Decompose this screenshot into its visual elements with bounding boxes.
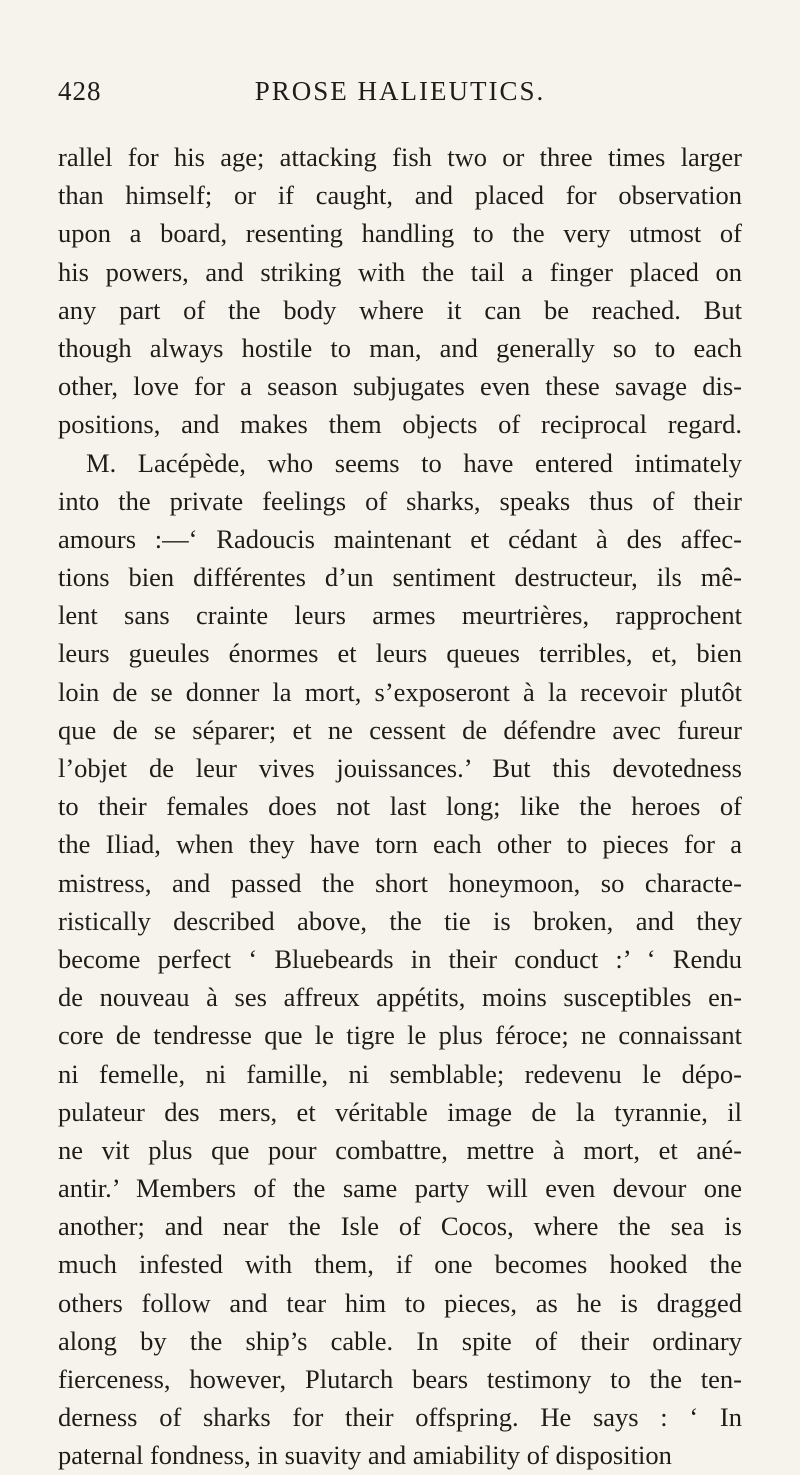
text-line: another; and near the Isle of Cocos, where the sea is — [58, 1211, 742, 1242]
text-line: rallel for his age; attacking fish two or three times larger — [58, 142, 742, 172]
text-line: l’objet de leur vives jouissances.’ But this devotedness — [58, 753, 742, 783]
text-line: the Iliad, when they have torn each other to pieces for a — [58, 829, 742, 860]
text-line: ne vit plus que pour combattre, mettre à mort, et ané- — [58, 1134, 742, 1165]
text-line: paternal fondness, in suavity and amiability of disposition — [58, 1440, 672, 1471]
text-line: others follow and tear him to pieces, as he is dragged — [58, 1287, 742, 1318]
text-line: M. Lacépède, who seems to have entered intimately — [86, 447, 742, 478]
text-line: lent sans crainte leurs armes meurtrières, rapprochent — [58, 600, 742, 631]
text-line: though always hostile to man, and generally so to each — [58, 332, 742, 363]
text-line: into the private feelings of sharks, speaks thus of their — [58, 485, 742, 516]
text-line: tions bien différentes d’un sentiment destructeur, ils mê- — [58, 562, 742, 593]
page-number: 428 — [58, 76, 102, 106]
body-text — [58, 138, 742, 1475]
text-line: amours :—‘ Radoucis maintenant et cédant à des affec- — [58, 523, 742, 554]
text-line: de nouveau à ses affreux appétits, moins susceptibles en- — [58, 982, 742, 1013]
text-line: than himself; or if caught, and placed for observation — [58, 180, 742, 211]
text-line: fierceness, however, Plutarch bears testimony to the ten- — [58, 1364, 742, 1394]
text-line: ni femelle, ni famille, ni semblable; redevenu le dépo- — [58, 1058, 742, 1089]
text-line: to their females does not last long; like the heroes of — [58, 791, 742, 822]
text-line: ristically described above, the tie is broken, and they — [58, 905, 742, 936]
text-line: become perfect ‘ Bluebeards in their conduct :’ ‘ Rendu — [58, 943, 742, 974]
text-line: along by the ship’s cable. In spite of their ordinary — [58, 1325, 742, 1356]
text-line: mistress, and passed the short honeymoon, so characte- — [58, 867, 742, 898]
text-line: other, love for a season subjugates even these savage dis- — [58, 371, 742, 402]
text-line: loin de se donner la mort, s’exposeront à la recevoir plutôt — [58, 676, 742, 707]
text-line: leurs gueules énormes et leurs queues terribles, et, bien — [58, 638, 742, 669]
text-line: upon a board, resenting handling to the very utmost of — [58, 218, 742, 249]
text-line: derness of sharks for their offspring. He says : ‘ In — [58, 1402, 742, 1433]
text-line: much infested with them, if one becomes hooked the — [58, 1249, 742, 1280]
text-line: pulateur des mers, et véritable image de la tyrannie, il — [58, 1096, 742, 1127]
text-line: core de tendresse que le tigre le plus féroce; ne connaissant — [58, 1020, 742, 1051]
text-line: que de se séparer; et ne cessent de défendre avec fureur — [58, 714, 742, 745]
text-line: antir.’ Members of the same party will even devour one — [58, 1173, 742, 1204]
page-header — [58, 76, 742, 116]
running-head: PROSE HALIEUTICS. — [254, 76, 546, 106]
text-line: any part of the body where it can be reached. But — [58, 294, 742, 325]
text-line: positions, and makes them objects of reciprocal regard. — [58, 409, 742, 440]
text-line: his powers, and striking with the tail a finger placed on — [58, 256, 742, 287]
